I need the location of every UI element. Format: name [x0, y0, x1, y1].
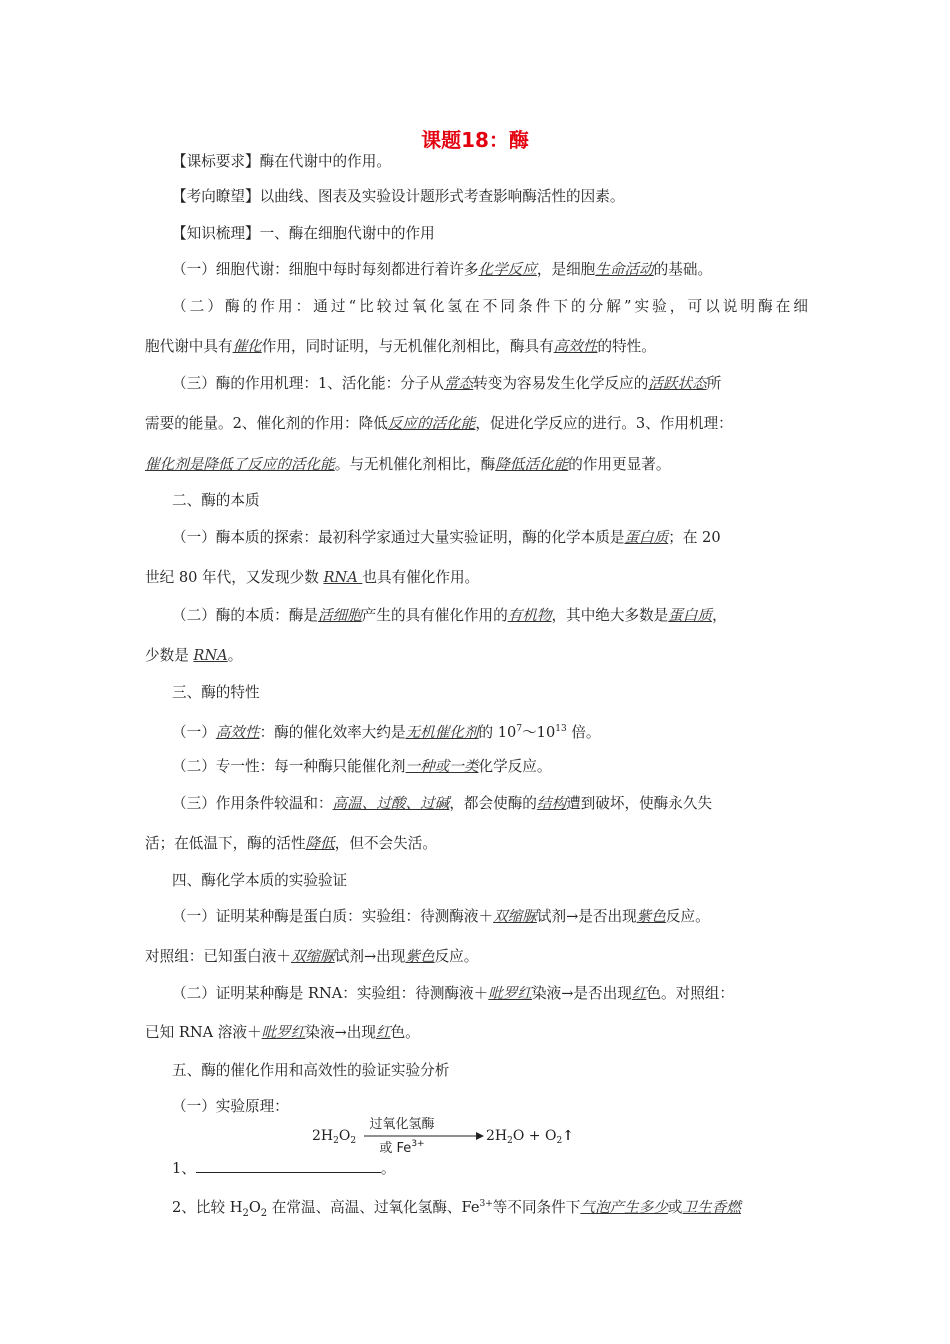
- answer-text: 高效性: [553, 338, 598, 355]
- arrow-head-icon: [476, 1132, 484, 1140]
- paragraph-conditions-cont: 活；在低温下，酶的活性降低，但不会失活。: [145, 835, 437, 852]
- answer-text: 有机物: [507, 607, 552, 624]
- paragraph-enzyme-function-cont: 胞代谢中具有催化作用，同时证明，与无机催化剂相比，酶具有高效性的特性。: [145, 338, 656, 355]
- answer-text: RNA: [193, 647, 228, 664]
- paragraph-cell-metabolism: （一）细胞代谢：细胞中每时每刻都进行着许多化学反应，是细胞生命活动的基础。: [172, 261, 713, 278]
- answer-text: 降低活化能: [495, 456, 569, 473]
- paragraph-protein-control: 对照组：已知蛋白液＋双缩脲试剂→出现紫色反应。: [145, 948, 479, 965]
- answer-text: 活跃状态: [648, 375, 707, 392]
- reaction-equation: [312, 1110, 582, 1156]
- answer-text: 结构: [536, 795, 567, 812]
- answer-text: 无机催化剂: [405, 723, 479, 741]
- answer-text: 双缩脲: [493, 908, 537, 925]
- paragraph-exam-outlook: 【考向瞭望】以曲线、图表及实验设计题形式考查影响酶活性的因素。: [172, 188, 625, 205]
- answer-text: 红: [375, 1024, 391, 1041]
- answer-text: RNA: [323, 569, 363, 586]
- paragraph-principle-2: 2、比较 $H_2O_2$ 在常温、高温、过氧化氢酶、$Fe^{3+}$等不同条件下气泡产生多少或卫生香燃: [172, 1198, 741, 1219]
- answer-text: 红: [631, 985, 647, 1002]
- section-heading-nature: 二、酶的本质: [172, 492, 260, 509]
- answer-text: 催化: [232, 338, 262, 355]
- answer-text: 卫生香燃: [682, 1198, 741, 1216]
- section-heading-verification: 四、酶化学本质的实验验证: [172, 872, 348, 889]
- paragraph-enzyme-function: （二）酶的作用：通过“比较过氧化氢在不同条件下的分解”实验，可以说明酶在细: [172, 298, 808, 315]
- paragraph-curriculum-requirement: 【课标要求】酶在代谢中的作用。: [172, 153, 391, 170]
- paragraph-knowledge-heading: 【知识梳理】一、酶在细胞代谢中的作用: [172, 225, 435, 242]
- svg-text:过氧化氢酶: 过氧化氢酶: [369, 1117, 435, 1132]
- answer-text: 反应的活化能: [387, 415, 476, 432]
- answer-text: 生命活动: [595, 261, 654, 278]
- svg-text:2H2O + O2↑: $2H_2O$ + $O_2↑$: [486, 1128, 574, 1146]
- answer-text: 催化剂是降低了反应的活化能: [145, 456, 335, 473]
- paragraph-principle-1: 1、 。: [172, 1157, 396, 1179]
- paragraph-conditions: （三）作用条件较温和：高温、过酸、过碱，都会使酶的结构遭到破坏，使酶永久失: [172, 795, 713, 812]
- answer-text: 双缩脲: [290, 948, 335, 965]
- answer-text: 常态: [443, 375, 474, 392]
- paragraph-mechanism-end: 催化剂是降低了反应的活化能。与无机催化剂相比，酶降低活化能的作用更显著。: [145, 456, 671, 473]
- answer-text: 高温、过酸、过碱: [332, 795, 450, 812]
- answer-text: 高效性: [215, 723, 260, 741]
- page-title: 课题18：酶: [421, 128, 529, 152]
- answer-text: 降低: [305, 835, 335, 852]
- answer-text: 紫色: [405, 948, 435, 965]
- paragraph-mechanism-cont: 需要的能量。2、催化剂的作用：降低反应的活化能，促进化学反应的进行。3、作用机理：: [145, 415, 733, 432]
- paragraph-nature-cont: 少数是 RNA。: [145, 647, 243, 664]
- paragraph-nature-exploration: （一）酶本质的探索：最初科学家通过大量实验证明，酶的化学本质是蛋白质；在 20: [172, 529, 721, 546]
- paragraph-high-efficiency: （一）高效性：酶的催化效率大约是无机催化剂的 $10^7\sim 10^{13}$ 倍。: [172, 723, 601, 741]
- paragraph-mechanism: （三）酶的作用机理：1、活化能：分子从常态转变为容易发生化学反应的活跃状态所: [172, 375, 722, 392]
- answer-text: 蛋白质: [624, 529, 669, 546]
- paragraph-nature-exploration-cont: 世纪 80 年代，又发现少数 RNA 也具有催化作用。: [145, 569, 480, 586]
- paragraph-nature: （二）酶的本质：酶是活细胞产生的具有催化作用的有机物，其中绝大多数是蛋白质，: [172, 607, 727, 624]
- paragraph-principle: （一）实验原理：: [172, 1098, 289, 1115]
- paragraph-protein-test: （一）证明某种酶是蛋白质：实验组：待测酶液＋双缩脲试剂→是否出现紫色反应。: [172, 908, 710, 925]
- section-heading-experiment: 五、酶的催化作用和高效性的验证实验分析: [172, 1062, 450, 1079]
- paragraph-specificity: （二）专一性：每一种酶只能催化剂一种或一类化学反应。: [172, 758, 552, 775]
- answer-text: 吡罗红: [261, 1024, 306, 1041]
- svg-text:或 Fe3+: 或 $Fe^{3+}$: [379, 1139, 425, 1156]
- answer-blank: [196, 1157, 381, 1173]
- svg-text:2H2O2: $2H_2O_2$: [312, 1128, 357, 1146]
- answer-text: 化学反应: [478, 261, 537, 278]
- answer-text: 气泡产生多少: [580, 1198, 668, 1216]
- answer-text: 一种或一类: [405, 758, 479, 775]
- answer-text: 蛋白质: [668, 607, 713, 624]
- paragraph-rna-test: （二）证明某种酶是 RNA：实验组：待测酶液＋吡罗红染液→是否出现红色。对照组：: [172, 985, 734, 1002]
- answer-text: 紫色: [636, 908, 666, 925]
- answer-text: 吡罗红: [488, 985, 533, 1002]
- answer-text: 活细胞: [317, 607, 362, 624]
- paragraph-rna-control: 已知 RNA 溶液＋吡罗红染液→出现红色。: [145, 1024, 420, 1041]
- section-heading-properties: 三、酶的特性: [172, 684, 260, 701]
